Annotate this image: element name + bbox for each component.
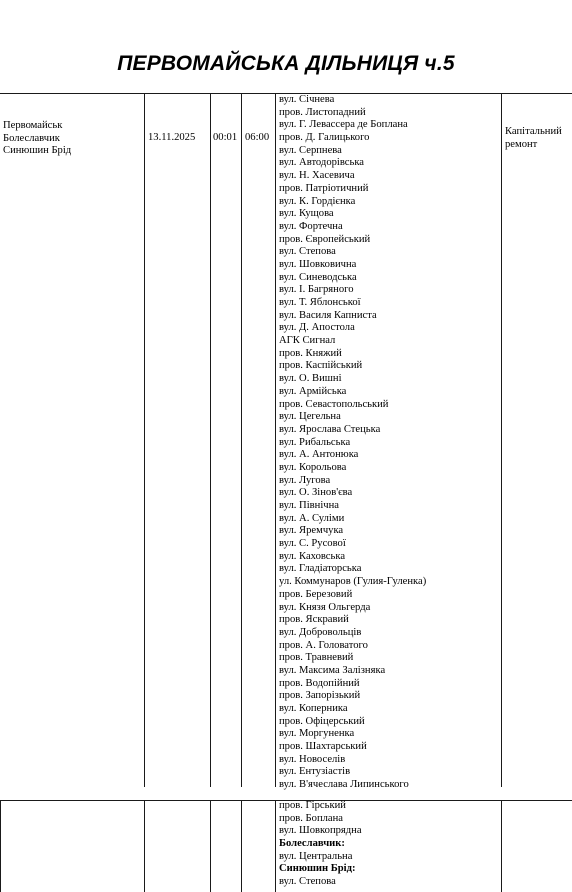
street-item: вул. Цегельна <box>279 411 341 423</box>
street-item: вул. Н. Хасевича <box>279 170 355 182</box>
reason-line: Капітальний <box>505 126 562 137</box>
street-item: вул. В'ячеслава Липинського <box>279 779 409 791</box>
street-item: вул. Шовкопрядна <box>279 825 362 837</box>
street-item: пров. Патріотичний <box>279 182 369 194</box>
street-item: пров. Запорізький <box>279 690 361 702</box>
street-item: пров. Листопадний <box>279 106 366 118</box>
street-item: вул. Василя Капниста <box>279 309 377 321</box>
street-item: вул. Добровольців <box>279 626 362 638</box>
street-item: вул. Північна <box>279 500 339 511</box>
street-item: вул. І. Багряного <box>279 284 354 296</box>
locality-cell <box>3 120 71 158</box>
street-item: вул. Новоселів <box>279 753 346 765</box>
street-item: вул. Яремчука <box>279 525 344 537</box>
locality-line: Первомайськ <box>3 120 63 131</box>
street-item: вул. Ярослава Стецька <box>279 423 381 435</box>
street-item: вул. Армійська <box>279 385 347 397</box>
street-item: пров. Севастопольський <box>279 398 389 410</box>
street-item: вул. К. Гордієнка <box>279 195 356 207</box>
street-item: вул. Коперника <box>279 703 348 714</box>
street-item: вул. Г. Левассера де Боплана <box>279 119 408 131</box>
street-item: вул. Степова <box>279 246 336 258</box>
street-item: пров. Офіцерський <box>279 715 365 727</box>
street-item: пров. А. Головатого <box>279 639 368 651</box>
street-item: пров. Каспійський <box>279 360 363 372</box>
street-item: вул. Фортечна <box>279 220 343 232</box>
street-item: вул. Максима Залізняка <box>279 664 386 676</box>
street-item: ул. Коммунаров (Гулия-Гуленка) <box>279 576 427 588</box>
street-item: вул. Січнева <box>279 94 335 105</box>
date-cell: 13.11.2025 <box>148 132 196 143</box>
locality-heading: Синюшин Брід: <box>279 863 356 875</box>
street-item: пров. Д. Галицького <box>279 132 370 144</box>
reason-line: ремонт <box>505 138 538 150</box>
street-item: вул. Степова <box>279 876 336 888</box>
street-item: вул. О. Зінов'єва <box>279 487 353 499</box>
street-item: вул. Кущова <box>279 208 334 220</box>
street-item: вул. Каховська <box>279 550 346 562</box>
street-item: вул. Ентузіастів <box>279 766 351 778</box>
streets-list-continued <box>279 800 362 889</box>
street-item: пров. Травневий <box>279 652 354 664</box>
street-item: АГК Сигнал <box>279 335 336 347</box>
time-to-cell: 06:00 <box>245 132 270 143</box>
street-item: вул. Князя Ольгерда <box>279 601 371 613</box>
street-item: вул. А. Суліми <box>279 512 345 524</box>
outage-table <box>0 93 572 791</box>
street-item: вул. Моргуненка <box>279 728 355 740</box>
street-item: пров. Боплана <box>279 812 343 824</box>
street-item: вул. Автодорівська <box>279 157 365 169</box>
street-item: вул. А. Антонюка <box>279 449 359 461</box>
street-item: пров. Княжий <box>279 347 342 359</box>
street-item: вул. С. Русової <box>279 538 346 550</box>
page-title: ПЕРВОМАЙСЬКА ДІЛЬНИЦЯ ч.5 <box>117 52 455 75</box>
street-item: вул. Синеводська <box>279 271 357 283</box>
reason-cell <box>505 126 562 151</box>
street-item: вул. Корольова <box>279 461 347 473</box>
time-from-cell: 00:01 <box>213 132 238 143</box>
locality-line: Болеславчик <box>3 132 60 144</box>
outage-table-continued <box>0 800 572 892</box>
street-item: вул. Д. Апостола <box>279 322 355 334</box>
street-item: вул. Рибальська <box>279 436 351 448</box>
locality-heading: Болеславчик: <box>279 838 345 850</box>
street-item: пров. Шахтарський <box>279 741 367 753</box>
street-item: вул. Шовковична <box>279 258 357 270</box>
street-item: пров. Березовий <box>279 588 353 600</box>
street-item: пров. Європейський <box>279 233 371 245</box>
street-item: вул. Гладіаторська <box>279 563 362 575</box>
street-item: вул. Центральна <box>279 850 353 862</box>
street-item: вул. Лугова <box>279 474 331 486</box>
streets-list <box>279 94 426 792</box>
locality-line: Синюшин Брід <box>3 145 72 157</box>
street-item: пров. Водопійний <box>279 677 360 689</box>
street-item: вул. Серпнева <box>279 144 342 156</box>
street-item: пров. Гірський <box>279 800 346 811</box>
street-item: вул. О. Вишні <box>279 373 342 385</box>
street-item: пров. Яскравий <box>279 614 349 626</box>
street-item: вул. Т. Яблонської <box>279 297 361 308</box>
